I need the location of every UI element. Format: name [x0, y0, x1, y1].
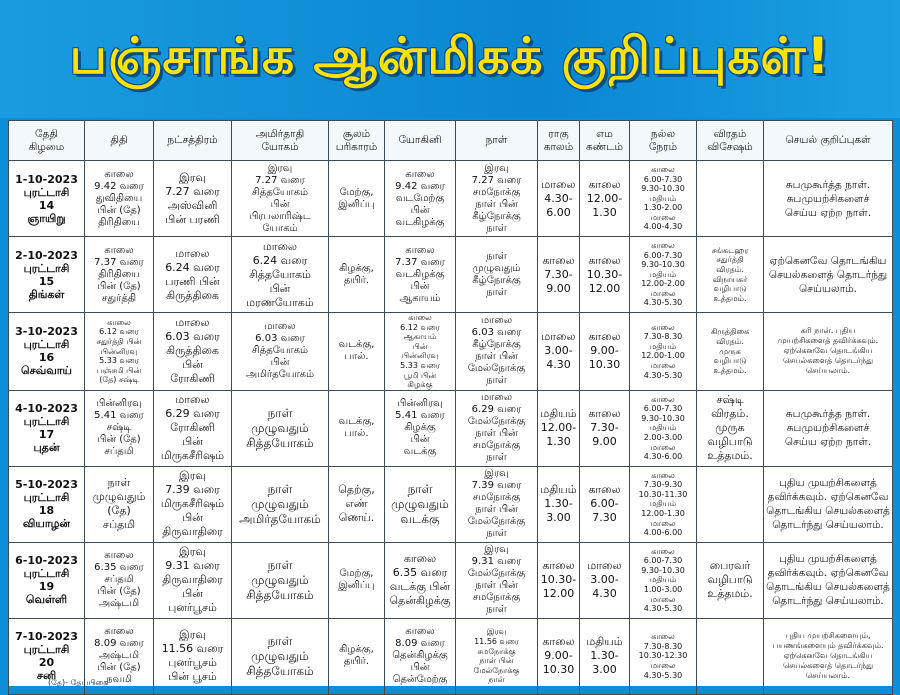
header-label: தேதி கிழமை [28, 127, 65, 153]
cell-text: மாலை 4.30- 6.00 [541, 177, 576, 219]
cell-date [9, 542, 85, 618]
header-label: ராகு காலம் [543, 127, 574, 153]
cell-date [9, 466, 85, 542]
cell-text: 2-10-2023 புரட்டாசி 15 திங்கள் [15, 248, 78, 301]
cell-rahu [538, 390, 580, 466]
cell-text: 4-10-2023 புரட்டாசி 17 புதன் [15, 402, 78, 455]
cell-text: காலை 9.00- 10.30 [542, 635, 575, 677]
header-yogam [232, 121, 329, 161]
cell-text: பின்னிரவு 5.41 வரை கிழக்கு பின் வடக்கு [395, 398, 445, 458]
cell-tithi [85, 390, 154, 466]
cell-text: கரி நாள். புதிய முயற்சிகளைத் தவிர்க்கவும். ஏற்கெனவே தொடங்கிய செயல்களைத் தொடர்ந்து செய்யலாம். [777, 326, 879, 376]
cell-text: நாள் முழுவதும் சித்தயோகம் [246, 633, 314, 678]
header-label: திதி [110, 134, 128, 146]
cell-text: காலை 6.00-7.30 9.30-10.30 மதியம் 1.00-3.00 மாலை 4.30-5.30 [641, 546, 685, 614]
cell-text: காலை 7.30-8.30 10.30-12.30 மாலை 4.30-5.30 [638, 632, 688, 680]
cell-rahu [538, 313, 580, 391]
cell-activity [764, 237, 893, 313]
cell-text: புதிய முயற்சிகளைத் தவிர்க்கவும். ஏற்கெனவே தொடங்கிய செயல்களைத் தொடர்ந்து செய்யலாம். [766, 553, 890, 608]
table-row [9, 237, 893, 313]
cell-rahu [538, 466, 580, 542]
header-rahu [538, 121, 580, 161]
header-label: விரதம் விசேஷம் [707, 127, 753, 153]
cell-text: காலை 6.00-7.30 9.30-10.30 மதியம் 2.00-3.00 மாலை 4.30-6.00 [641, 394, 685, 462]
cell-text: காலை 7.30-9.30 10.30-11.30 மதியம் 12.00-1.30 மாலை 4.00-6.00 [638, 470, 688, 538]
cell-text: நாள் முழுவதும் (தே) சப்தமி [92, 476, 146, 532]
cell-text: தெற்கு, எண் ணெய். [338, 483, 375, 525]
table-row [9, 466, 893, 542]
cell-soolam [329, 237, 385, 313]
cell-yogam [232, 390, 329, 466]
cell-naal [456, 161, 538, 237]
header-tithi [85, 121, 154, 161]
page-title: பஞ்சாங்க ஆன்மிகக் குறிப்புகள்! [69, 26, 831, 85]
table-header-row [9, 121, 893, 161]
cell-viratham [697, 161, 764, 237]
table-row [9, 618, 893, 694]
cell-star [154, 313, 232, 391]
cell-text: காலை 10.30- 12.00 [586, 253, 623, 295]
cell-yogini [385, 466, 456, 542]
cell-text: சுபமுகூர்த்த நாள். சுபமுயற்சிகளைச் செய்ய ஏற்ற நாள். [784, 178, 872, 219]
cell-text: காலை 10.30- 12.00 [540, 559, 577, 601]
cell-ema [580, 237, 630, 313]
cell-yogam [232, 161, 329, 237]
cell-yogini [385, 542, 456, 618]
cell-text: இரவு 9.31 வரை திருவாதிரை பின் புனர்பூசம் [162, 545, 223, 615]
cell-text: காலை 7.37 வரை வடகிழக்கு பின் ஆகாயம் [395, 244, 445, 304]
cell-star [154, 542, 232, 618]
cell-rahu [538, 161, 580, 237]
cell-date [9, 313, 85, 391]
header-label: நட்சத்திரம் [167, 134, 218, 146]
cell-viratham [697, 390, 764, 466]
footnote: (தே)- தேய்பிறை [48, 678, 109, 687]
cell-tithi [85, 161, 154, 237]
cell-text: வடக்கு, பால். [338, 416, 375, 440]
cell-tithi [85, 542, 154, 618]
cell-text: மதியம் 1.30- 3.00 [586, 635, 623, 677]
cell-viratham [697, 466, 764, 542]
cell-yogini [385, 390, 456, 466]
cell-yogini [385, 237, 456, 313]
cell-star [154, 618, 232, 694]
cell-text: காலை 7.30-8.30 மதியம் 12.00-1.00 மாலை 4.30-5.30 [641, 322, 685, 380]
cell-naal [456, 542, 538, 618]
cell-text: மாலை 6.03 வரை கீழ்நோக்கு நாள் பின் மேல்நோக்கு நாள் [467, 315, 526, 387]
cell-yogam [232, 313, 329, 391]
cell-text: மாலை 3.00- 4.30 [587, 559, 622, 601]
cell-text: மாலை 6.24 வரை சித்தயோகம் பின் மரணயோகம் [246, 239, 314, 309]
cell-text: 3-10-2023 புரட்டாசி 16 செவ்வாய் [15, 325, 78, 378]
cell-activity [764, 618, 893, 694]
cell-text: நாள் முழுவதும் சித்தயோகம் [246, 405, 314, 450]
cell-text: 5-10-2023 புரட்டாசி 18 வியாழன் [15, 478, 78, 531]
cell-text: பைரவர் வழிபாடு உத்தமம். [707, 559, 753, 601]
cell-nalla [630, 161, 697, 237]
cell-text: கிழக்கு, தயிர். [339, 262, 374, 286]
header-label: எம கண்டம் [586, 127, 623, 153]
cell-text: நாள் முழுவதும் அமிர்தயோகம் [239, 481, 321, 526]
cell-text: காலை 6.12 வரை ஆகாயம் பின் பின்னிரவு 5.33 வரை பூமி பின் கிழக்கு [400, 313, 440, 390]
cell-tithi [85, 313, 154, 391]
cell-text: மேற்கு, இனிப்பு [338, 568, 375, 592]
cell-nalla [630, 390, 697, 466]
cell-text: இரவு 9.31 வரை மேல்நோக்கு நாள் பின் சமநோக்கு நாள் [467, 544, 526, 616]
cell-activity [764, 313, 893, 391]
cell-ema [580, 542, 630, 618]
cell-nalla [630, 313, 697, 391]
cell-tithi [85, 466, 154, 542]
table-row [9, 542, 893, 618]
header-ema [580, 121, 630, 161]
panchangam-table [8, 120, 893, 695]
cell-text: வடக்கு, பால். [338, 339, 375, 363]
table-row [9, 161, 893, 237]
cell-text: மாலை 3.00- 4.30 [541, 330, 576, 372]
cell-text: புதிய முயற்சிகளையும், பயணங்களையும் தவிர்க்கவும். ஏற்கெனவே தொடங்கிய செயல்களைத் தொடர்ந்து செய்யலாம். [772, 631, 884, 681]
header-label: செயல் குறிப்புகள் [785, 134, 871, 146]
cell-text: இரவு 7.27 வரை சமநோக்கு நாள் பின் கீழ்நோக்கு நாள் [471, 162, 522, 234]
header-naal [456, 121, 538, 161]
cell-text: காலை 6.35 வரை வடக்கு பின் தென்கிழக்கு [389, 552, 451, 608]
cell-text: மதியம் 12.00- 1.30 [540, 407, 577, 449]
header-label: சூலம் பரிகாரம் [335, 127, 378, 153]
cell-nalla [630, 466, 697, 542]
cell-text: பின்னிரவு 5.41 வரை சஷ்டி பின் (தே) சப்தமி [94, 398, 144, 458]
header-viratham [697, 121, 764, 161]
cell-text: மாலை 6.29 வரை ரோகிணி பின் மிருகசீரிஷம் [160, 393, 225, 463]
panchangam-sheet [8, 120, 892, 686]
cell-text: காலை 8.09 வரை தென்கிழக்கு பின் தென்மேற்கு [392, 626, 448, 686]
cell-text: காலை 6.12 வரை சதுர்த்தி பின் பின்னிரவு 5.33 வரை பஞ்சமி பின் (தே) சஷ்டி [96, 317, 142, 385]
cell-naal [456, 466, 538, 542]
cell-activity [764, 390, 893, 466]
cell-text: சஷ்டி விரதம். முருக வழிபாடு உத்தமம். [707, 393, 753, 463]
cell-text: நாள் முழுவதும் சித்தயோகம் [246, 557, 314, 602]
cell-text: நாள் முழுவதும் கீழ்நோக்கு நாள் [472, 250, 521, 298]
cell-text: காலை 6.00-7.30 9.30-10.30 மதியம் 12.00-2.00 மாலை 4.30-5.30 [641, 240, 685, 308]
cell-soolam [329, 390, 385, 466]
header-label: நல்ல நேரம் [648, 127, 678, 153]
cell-star [154, 161, 232, 237]
cell-text: கிழக்கு, தயிர். [339, 644, 374, 668]
cell-text: இரவு 7.39 வரை மிருகசீரிஷம் பின் திருவாதிரை [160, 469, 225, 539]
table-row [9, 313, 893, 391]
cell-activity [764, 542, 893, 618]
cell-activity [764, 161, 893, 237]
cell-naal [456, 390, 538, 466]
cell-text: நாள் முழுவதும் வடக்கு [391, 481, 449, 526]
cell-nalla [630, 237, 697, 313]
cell-soolam [329, 466, 385, 542]
cell-nalla [630, 542, 697, 618]
cell-text: கிருத்திகை விரதம். முருக வழிபாடு உத்தமம். [710, 327, 750, 375]
title-banner [0, 0, 900, 118]
header-label: நாள் [485, 134, 508, 146]
cell-rahu [538, 237, 580, 313]
cell-text: 6-10-2023 புரட்டாசி 19 வெள்ளி [15, 554, 78, 607]
header-star [154, 121, 232, 161]
cell-text: சுபமுகூர்த்த நாள். சுபமுயற்சிகளைச் செய்ய ஏற்ற நாள். [784, 408, 872, 449]
header-activity [764, 121, 893, 161]
cell-yogam [232, 237, 329, 313]
cell-text: ஏற்கெனவே தொடங்கிய செயல்களைத் தொடர்ந்து செய்யலாம். [768, 254, 888, 295]
cell-text: இரவு 7.39 வரை சமநோக்கு நாள் பின் மேல்நோக்கு நாள் [467, 468, 526, 540]
cell-star [154, 237, 232, 313]
cell-nalla [630, 618, 697, 694]
cell-text: மாலை 6.03 வரை சித்தயோகம் பின் அமிர்தயோகம் [245, 321, 315, 381]
cell-text: 1-10-2023 புரட்டாசி 14 ஞாயிறு [15, 172, 78, 225]
cell-viratham [697, 237, 764, 313]
header-label: யோகினி [398, 134, 442, 146]
cell-text: மாலை 6.03 வரை கிருத்திகை பின் ரோகிணி [165, 316, 220, 386]
cell-text: இரவு 11.56 வரை சமநோக்கு நாள் பின் மேல்நோக்கு நாள் [473, 627, 520, 685]
cell-soolam [329, 161, 385, 237]
header-nalla [630, 121, 697, 161]
cell-soolam [329, 618, 385, 694]
cell-yogini [385, 313, 456, 391]
header-date [9, 121, 85, 161]
cell-soolam [329, 313, 385, 391]
cell-naal [456, 237, 538, 313]
cell-text: மாலை 6.29 வரை மேல்நோக்கு நாள் பின் சமநோக்கு நாள் [467, 392, 526, 464]
cell-date [9, 390, 85, 466]
cell-text: காலை 7.37 வரை திரிதியை பின் (தே) சதுர்த்தி [94, 244, 144, 304]
cell-tithi [85, 237, 154, 313]
cell-text: இரவு 7.27 வரை சித்தயோகம் பின் பிரபலாரிஷ்ட யோகம் [249, 162, 311, 234]
cell-naal [456, 313, 538, 391]
cell-activity [764, 466, 893, 542]
cell-text: புதிய முயற்சிகளைத் தவிர்க்கவும். ஏற்கெனவே தொடங்கிய செயல்களைத் தொடர்ந்து செய்யலாம். [766, 477, 890, 532]
cell-naal [456, 618, 538, 694]
cell-text: காலை 6.00- 7.30 [588, 483, 621, 525]
cell-rahu [538, 542, 580, 618]
cell-date [9, 237, 85, 313]
cell-rahu [538, 618, 580, 694]
cell-text: இரவு 11.56 வரை புனர்பூசம் பின் பூசம் [161, 628, 224, 684]
cell-text: மதியம் 1.30- 3.00 [540, 483, 577, 525]
cell-viratham [697, 313, 764, 391]
table-row [9, 390, 893, 466]
cell-text: காலை 9.42 வரை வடமேற்கு பின் வடகிழக்கு [395, 168, 445, 228]
cell-ema [580, 466, 630, 542]
cell-text: காலை 7.30- 9.00 [542, 253, 575, 295]
cell-soolam [329, 542, 385, 618]
header-soolam [329, 121, 385, 161]
cell-yogini [385, 161, 456, 237]
cell-ema [580, 313, 630, 391]
cell-viratham [697, 618, 764, 694]
cell-text: காலை 6.35 வரை சப்தமி பின் (தே) அஷ்டமி [94, 550, 144, 610]
cell-text: காலை 9.42 வரை துவிதியை பின் (தே) திரிதியை [94, 168, 144, 228]
cell-date [9, 161, 85, 237]
cell-viratham [697, 542, 764, 618]
header-label: அமிர்தாதி யோகம் [255, 127, 305, 153]
cell-star [154, 466, 232, 542]
cell-text: சங்கடஹர சதுர்த்தி விரதம். விநாயகர் வழிபாடு உத்தமம். [711, 245, 749, 303]
cell-ema [580, 390, 630, 466]
cell-ema [580, 618, 630, 694]
cell-text: மாலை 6.24 வரை பரணி பின் கிருத்திகை [165, 246, 220, 302]
cell-yogini [385, 618, 456, 694]
cell-ema [580, 161, 630, 237]
header-yogini [385, 121, 456, 161]
cell-text: மேற்கு, இனிப்பு [338, 186, 375, 210]
cell-yogam [232, 618, 329, 694]
cell-yogam [232, 466, 329, 542]
cell-text: காலை 12.00- 1.30 [586, 177, 623, 219]
cell-text: காலை 7.30- 9.00 [588, 407, 621, 449]
cell-text: காலை 6.00-7.30 9.30-10.30 மதியம் 1.30-2.00 மாலை 4.00-4.30 [641, 164, 685, 232]
cell-star [154, 390, 232, 466]
cell-yogam [232, 542, 329, 618]
cell-text: 7-10-2023 புரட்டாசி 20 சனி [15, 630, 78, 683]
cell-text: காலை 9.00- 10.30 [588, 330, 621, 372]
cell-text: இரவு 7.27 வரை அஸ்வினி பின் பரணி [165, 170, 220, 226]
cell-text: காலை 8.09 வரை அஷ்டமி பின் (தே) நவமி [94, 626, 144, 686]
